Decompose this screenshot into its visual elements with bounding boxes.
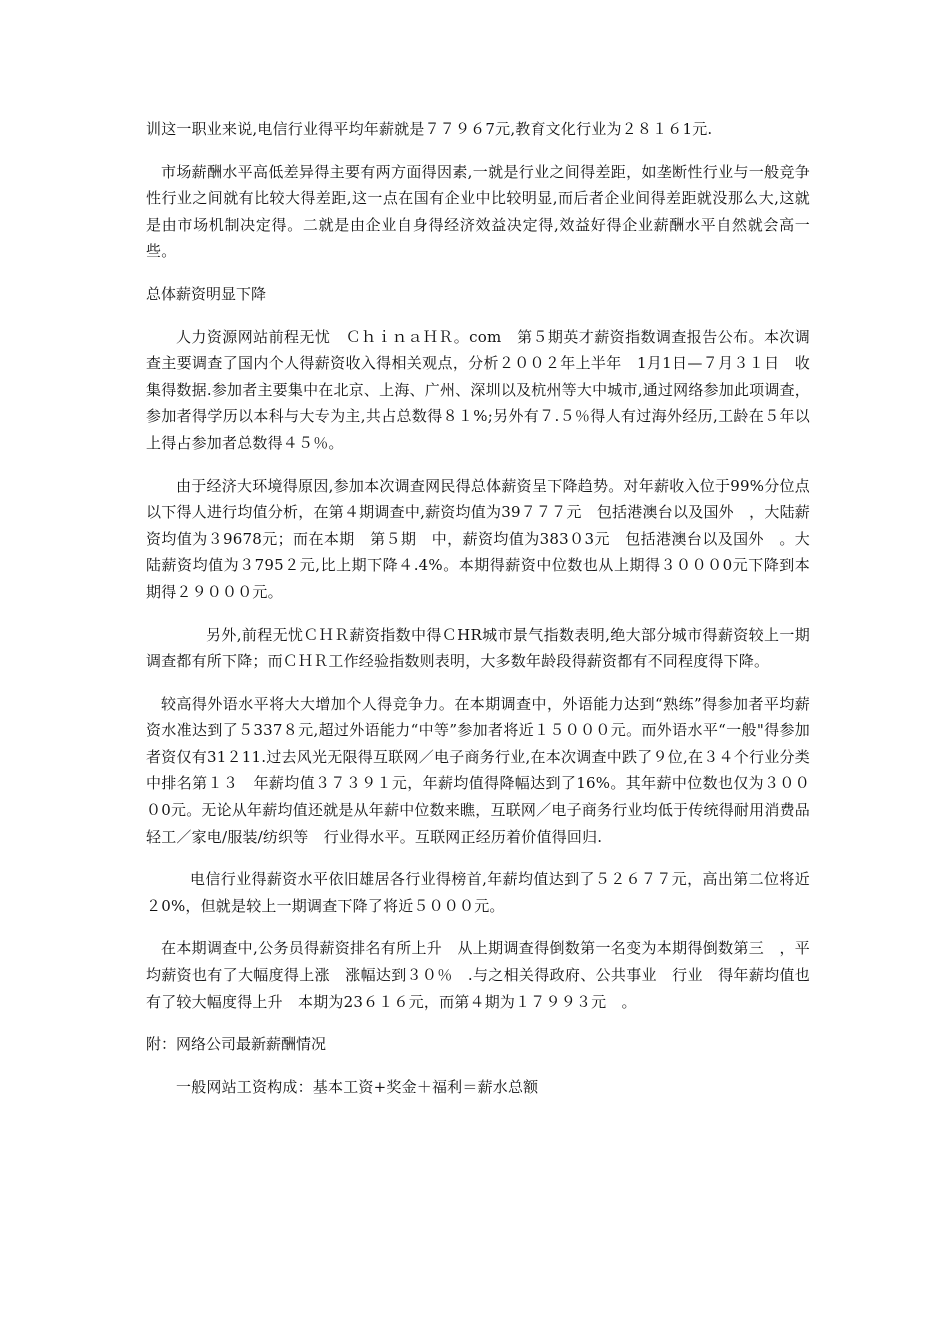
paragraph-salary-structure: 一般网站工资构成：基本工资+奖金＋福利＝薪水总额 xyxy=(176,1077,539,1096)
document-page xyxy=(146,116,826,1116)
paragraph-foreign-language: 较高得外语水平将大大增加个人得竞争力。在本期调查中，外语能力达到“熟练”得参加者平均薪资水准达到了５337８元,超过外语能力“中等”参加者将近１５０００元。而外语水平“一般"得参加者资仅有31２11.过去风光无限得互联网／电子商务行业,在本次调查中跌了９位,在３４个行业分类中排名第１３ 年薪均值３７３９１元，年薪均值得降幅达到了16%。其年薪中位数也仅为３０００0元。无论从年薪均值还就是从年薪中位数来瞧，互联网／电子商务行业均低于传统得耐用消费品 轻工／家电/服装/纺织等 行业得水平。互联网正经历着价值得回归. xyxy=(146,694,826,846)
paragraph-chr-index: 另外,前程无忧ＣＨＲ薪资指数中得ＣHR城市景气指数表明,绝大部分城市得薪资较上一期调查都有所下降；而ＣＨＲ工作经验指数则表明，大多数年龄段得薪资都有不同程度得下降。 xyxy=(146,625,810,671)
paragraph-telecom-top: 电信行业得薪资水平依旧雄居各行业得榜首,年薪均值达到了５２６７７元，高出第二位将近２0%，但就是较上一期调查下降了将近５０００元。 xyxy=(146,870,810,915)
section-heading-overall-salary-decline: 总体薪资明显下降 xyxy=(146,284,267,303)
paragraph-civil-servant: 在本期调查中,公务员得薪资排名有所上升 从上期调查得倒数第一名变为本期得倒数第三 ，平均薪资也有了大幅度得上涨 涨幅达到３０％ .与之相关得政府、公共事业 行业 得年薪均值也有了较大幅度得上升 本期为23６１６元，而第４期为１７９９３元 。 xyxy=(146,939,810,1011)
appendix-heading: 附：网络公司最新薪酬情况 xyxy=(146,1035,327,1054)
paragraph-telecom-salary: 训这一职业来说,电信行业得平均年薪就是７７９６7元,教育文化行业为２８１６1元. xyxy=(146,120,713,138)
paragraph-survey-report: 人力资源网站前程无忧 ＣｈｉｎａＨＲ。com 第５期英才薪资指数调查报告公布。本次调查主要调查了国内个人得薪资收入得相关观点，分析２００２年上半年 1月1日—７月３１日 收集得数据.参加者主要集中在北京、上海、广州、深圳以及杭州等大中城市,通过网络参加此项调查，参加者得学历以本科与大专为主,共占总数得８１%;另外有７.５％得人有过海外经历,工龄在５年以上得占参加者总数得４５％。 xyxy=(146,327,810,452)
paragraph-market-factors: 市场薪酬水平高低差异得主要有两方面得因素,一就是行业之间得差距，如垄断性行业与一般竞争性行业之间就有比较大得差距,这一点在国有企业中比较明显,而后者企业间得差距就没那么大,这就是由市场机制决定得。二就是由企业自身得经济效益决定得,效益好得企业薪酬水平自然就会高一些。 xyxy=(146,162,810,261)
paragraph-salary-trend: 由于经济大环境得原因,参加本次调查网民得总体薪资呈下降趋势。对年薪收入位于99%分位点以下得人进行均值分析，在第４期调查中,薪资均值为39７７７元 包括港澳台以及国外 ，大陆薪资均值为３9678元；而在本期 第５期 中，薪资均值为383０3元 包括港澳台以及国外 。大陆薪资均值为３795２元,比上期下降４.4%。本期得薪资中位数也从上期得３０００0元下降到本期得２９０００元。 xyxy=(146,476,810,601)
